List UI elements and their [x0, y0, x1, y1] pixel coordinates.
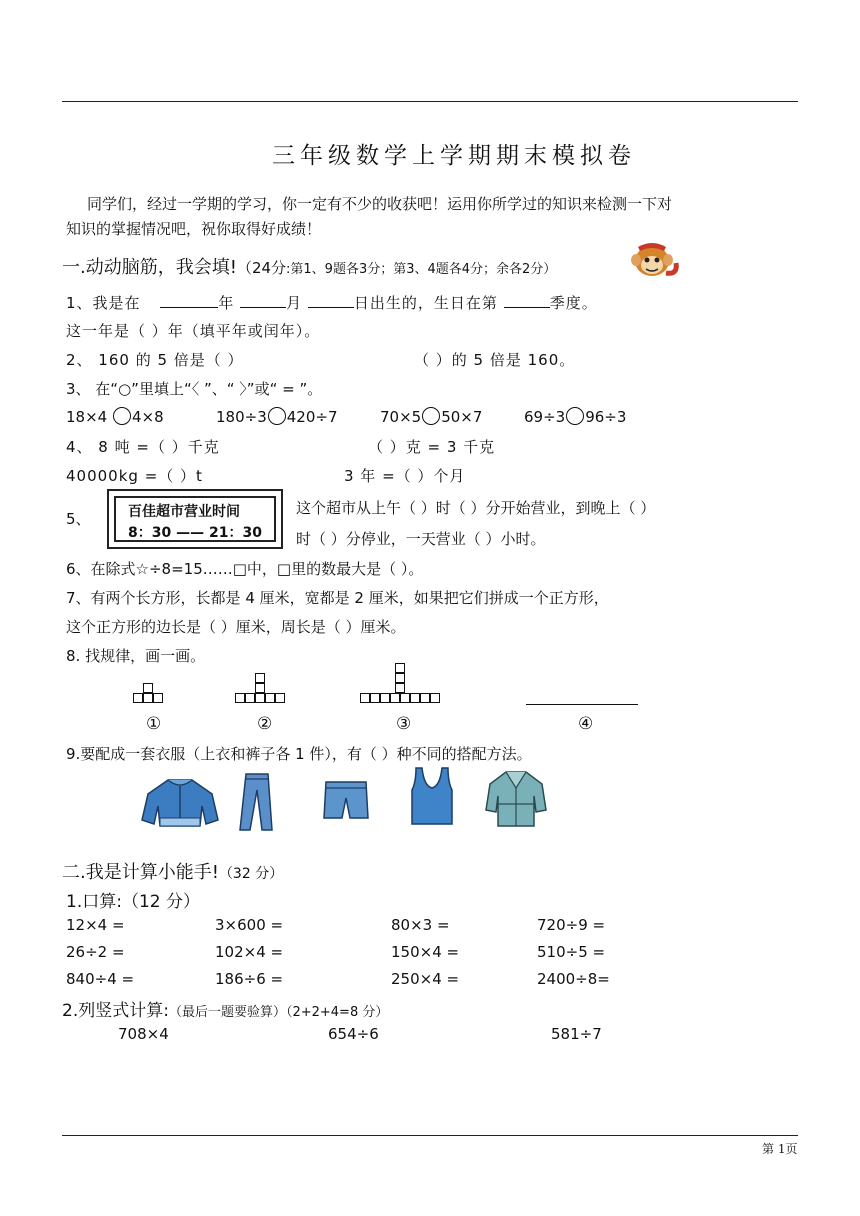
- store-sign-title: 百佳超市营业时间: [128, 504, 240, 520]
- compare-circle-3[interactable]: [422, 407, 440, 425]
- q2-left: 2、 160 的 5 倍是（ ）: [66, 351, 244, 369]
- q3-item-2-right: 420÷7: [286, 408, 338, 426]
- q5-num: 5、: [66, 510, 91, 528]
- q7-line1: 7、有两个长方形，长都是 4 厘米，宽都是 2 厘米，如果把它们拼成一个正方形，: [66, 589, 609, 607]
- store-hours-inner: [114, 496, 276, 542]
- pants-icon: [236, 772, 276, 832]
- q8-label-2: ②: [257, 714, 273, 734]
- jacket-icon: [140, 776, 220, 830]
- q4-d: 3 年 =（ ）个月: [344, 467, 466, 485]
- q5-line1: 这个超市从上午（ ）时（ ）分开始营业，到晚上（ ）: [296, 499, 656, 517]
- q3-item-3-right: 50×7: [441, 408, 483, 426]
- vest-icon: [410, 766, 454, 826]
- oral-r3-c1: 840÷4 =: [66, 970, 135, 988]
- vertical-item-2: 654÷6: [328, 1025, 379, 1043]
- section2-points: （32 分）: [218, 866, 284, 882]
- q1-line1: [66, 292, 598, 313]
- vertical-heading: [62, 996, 388, 1021]
- intro-line-2: 知识的掌握情况吧，祝你取得好成绩！: [66, 220, 322, 238]
- section2-heading: [62, 858, 283, 884]
- oral-r2-c2: 102×4 =: [215, 943, 284, 961]
- q9-stem: 9.要配成一套衣服（上衣和裤子各 1 件），有（ ）种不同的搭配方法。: [66, 745, 532, 763]
- q8-stem: 8. 找规律，画一画。: [66, 647, 206, 665]
- q4-c: 40000kg =（ ）t: [66, 467, 203, 485]
- q3-item-1-right: 4×8: [131, 408, 164, 426]
- oral-r3-c4: 2400÷8=: [537, 970, 610, 988]
- oral-r2-c1: 26÷2 =: [66, 943, 125, 961]
- compare-circle-1[interactable]: [113, 407, 131, 425]
- page-number: 第 1页: [762, 1142, 798, 1156]
- q5-line2: 时（ ）分停业，一天营业（ ）小时。: [296, 530, 546, 548]
- q1-line2: 这一年是（ ）年（填平年或闰年）。: [66, 322, 321, 340]
- vertical-title: 2.列竖式计算:: [62, 1001, 169, 1021]
- oral-r3-c2: 186÷6 =: [215, 970, 284, 988]
- oral-r2-c3: 150×4 =: [391, 943, 460, 961]
- oral-title: 1.口算:（12 分）: [66, 892, 200, 912]
- q1-day-blank[interactable]: [308, 293, 354, 308]
- q1-quarter-blank[interactable]: [504, 293, 550, 308]
- compare-circle-2[interactable]: [268, 407, 286, 425]
- q3-item-4-left: 69÷3: [524, 408, 566, 426]
- q6: 6、在除式☆÷8=15……□中，□里的数最大是（ ）。: [66, 560, 424, 578]
- q8-label-3: ③: [396, 714, 412, 734]
- q1-month-blank[interactable]: [240, 293, 286, 308]
- vertical-item-1: 708×4: [118, 1025, 169, 1043]
- shorts-icon: [322, 780, 370, 820]
- q3-item-1-left: 18×4: [66, 408, 108, 426]
- q1-year-blank[interactable]: [160, 293, 218, 308]
- section1-heading: [62, 253, 556, 279]
- vertical-item-3: 581÷7: [551, 1025, 602, 1043]
- section1-note: :第1、9题各3分；第3、4题各4分；余各2分）: [286, 262, 557, 277]
- oral-r3-c3: 250×4 =: [391, 970, 460, 988]
- q4-b: （ ）克 = 3 千克: [368, 438, 496, 456]
- q8-label-1: ①: [146, 714, 162, 734]
- q3-item-4-right: 96÷3: [585, 408, 627, 426]
- section1-title: 一.动动脑筋，我会填!: [62, 257, 237, 278]
- q3-item-3: [380, 407, 482, 426]
- store-sign-time: 8：30 —— 21：30: [128, 525, 262, 541]
- vertical-note: （最后一题要验算）（2+2+4=8 分）: [168, 1005, 389, 1020]
- q3-item-2: [216, 407, 338, 426]
- q3-item-3-left: 70×5: [380, 408, 422, 426]
- coat-icon: [484, 770, 548, 828]
- q4-a: 4、 8 吨 =（ ）千克: [66, 438, 220, 456]
- section1-points: （24分: [236, 259, 287, 277]
- q3-item-1: [66, 407, 164, 426]
- oral-r2-c4: 510÷5 =: [537, 943, 606, 961]
- bottom-rule: [62, 1135, 798, 1136]
- q3-item-2-left: 180÷3: [216, 408, 267, 426]
- oral-r1-c4: 720÷9 =: [537, 916, 606, 934]
- q3-stem: 3、 在“○”里填上“〈 ”、“ 〉”或“ = ”。: [66, 380, 323, 398]
- intro-line-1: 同学们，经过一学期的学习，你一定有不少的收获吧！运用你所学过的知识来检测一下对: [87, 195, 673, 213]
- monkey-mascot-icon: [622, 233, 682, 281]
- q3-item-4: [524, 407, 626, 426]
- q1-text-a: 1、我是在: [66, 294, 141, 312]
- q2-right: （ ）的 5 倍是 160。: [414, 351, 576, 369]
- compare-circle-4[interactable]: [566, 407, 584, 425]
- q7-line2: 这个正方形的边长是（ ）厘米，周长是（ ）厘米。: [66, 618, 406, 636]
- store-hours-sign: [107, 489, 283, 549]
- q1-text-b: 年: [218, 294, 235, 312]
- q1-text-c: 月: [286, 294, 303, 312]
- oral-r1-c2: 3×600 =: [215, 916, 284, 934]
- oral-r1-c1: 12×4 =: [66, 916, 125, 934]
- section2-title: 二.我是计算小能手!: [62, 862, 219, 883]
- top-rule: [62, 101, 798, 102]
- q8-answer-line[interactable]: [526, 704, 638, 705]
- page-title: 三年级数学上学期期末模拟卷: [272, 143, 636, 169]
- oral-r1-c3: 80×3 =: [391, 916, 450, 934]
- q8-label-4: ④: [578, 714, 594, 734]
- q1-text-d: 日出生的，生日在第: [353, 294, 498, 312]
- q1-text-e: 季度。: [549, 294, 598, 312]
